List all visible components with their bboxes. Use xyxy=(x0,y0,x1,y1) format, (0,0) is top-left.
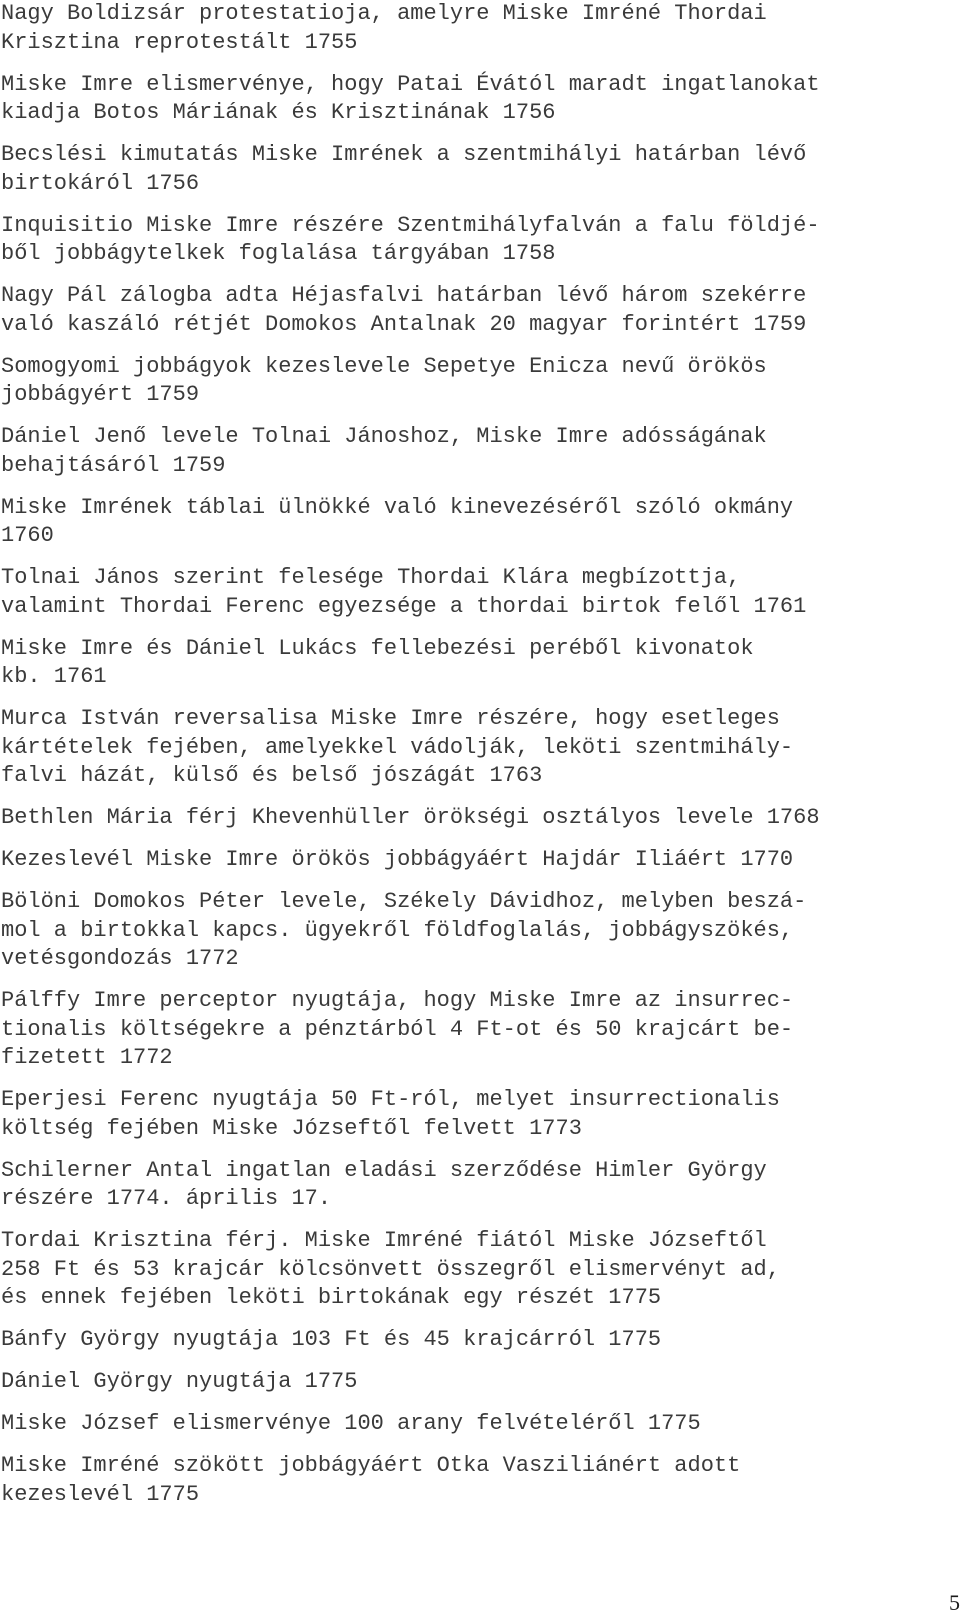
entry-line: Somogyomi jobbágyok kezeslevele Sepetye Enicza nevű örökös xyxy=(1,353,767,379)
entry-line: tionalis költségekre a pénztárból 4 Ft-ot és 50 krajcárt be- xyxy=(1,1016,794,1042)
entry-line: vetésgondozás 1772 xyxy=(1,946,239,971)
entry-line: kezeslevél 1775 xyxy=(1,1481,200,1507)
list-item xyxy=(1,635,951,692)
entry-line: Miske Imre elismervénye, hogy Patai Évától maradt ingatlanokat xyxy=(1,71,820,97)
entry-line: Dániel György nyugtája 1775 xyxy=(1,1369,358,1394)
entry-line: ből jobbágytelkek foglalása tárgyában 1758 xyxy=(1,241,556,266)
entry-line: Bethlen Mária férj Khevenhüller örökségi osztályos levele 1768 xyxy=(1,805,820,830)
list-item xyxy=(1,212,951,269)
list-item xyxy=(1,564,951,621)
entry-line: részére 1774. április 17. xyxy=(1,1186,332,1211)
list-item xyxy=(1,0,951,57)
entry-line: Eperjesi Ferenc nyugtája 50 Ft-ról, melyet insurrectionalis xyxy=(1,1087,780,1112)
entry-line: 258 Ft és 53 krajcár kölcsönvett összegről elismervényt ad, xyxy=(1,1256,780,1282)
list-item xyxy=(1,846,951,875)
entry-line: és ennek fejében leköti birtokának egy részét 1775 xyxy=(1,1285,662,1310)
list-item xyxy=(1,1157,951,1214)
entry-line: Becslési kimutatás Miske Imrének a szentmihályi határban lévő xyxy=(1,142,807,167)
entry-line: 1760 xyxy=(1,523,54,548)
list-item xyxy=(1,1227,951,1313)
entry-line: Bánfy György nyugtája 103 Ft és 45 krajcárról 1775 xyxy=(1,1327,662,1352)
entry-list xyxy=(1,0,951,1523)
entry-line: kb. 1761 xyxy=(1,664,107,689)
list-item xyxy=(1,282,951,339)
list-item xyxy=(1,705,951,791)
list-item xyxy=(1,804,951,833)
entry-line: fizetett 1772 xyxy=(1,1045,173,1070)
entry-line: Bölöni Domokos Péter levele, Székely Dávidhoz, melyben beszá- xyxy=(1,889,807,914)
list-item xyxy=(1,141,951,198)
entry-line: kiadja Botos Máriának és Krisztinának 1756 xyxy=(1,100,556,125)
entry-line: Tordai Krisztina férj. Miske Imréné fiától Miske Józseftől xyxy=(1,1228,767,1253)
entry-line: behajtásáról 1759 xyxy=(1,452,226,478)
entry-line: Krisztina reprotestált 1755 xyxy=(1,29,358,55)
entry-line: Miske Imre és Dániel Lukács fellebezési peréből kivonatok xyxy=(1,635,754,661)
entry-line: Miske Imrének táblai ülnökké való kinevezéséről szóló okmány xyxy=(1,494,794,520)
entry-line: való kaszáló rétjét Domokos Antalnak 20 magyar forintért 1759 xyxy=(1,311,807,337)
list-item xyxy=(1,71,951,128)
entry-line: birtokáról 1756 xyxy=(1,170,200,196)
entry-line: falvi házát, külső és belső jószágát 1763 xyxy=(1,763,543,788)
entry-line: Tolnai János szerint felesége Thordai Klára megbízottja, xyxy=(1,565,741,590)
entry-line: költség fejében Miske Józseftől felvett 1773 xyxy=(1,1115,582,1141)
list-item xyxy=(1,1410,951,1439)
list-item xyxy=(1,987,951,1073)
list-item xyxy=(1,1326,951,1355)
entry-line: Schilerner Antal ingatlan eladási szerződése Himler György xyxy=(1,1157,767,1183)
entry-line: valamint Thordai Ferenc egyezsége a thordai birtok felől 1761 xyxy=(1,593,807,619)
entry-line: Miske József elismervénye 100 arany felvételéről 1775 xyxy=(1,1411,701,1436)
entry-line: Nagy Pál zálogba adta Héjasfalvi határban lévő három szekérre xyxy=(1,283,807,308)
entry-line: mol a birtokkal kapcs. ügyekről földfoglalás, jobbágyszökés, xyxy=(1,917,794,943)
entry-line: Dániel Jenő levele Tolnai Jánoshoz, Miske Imre adósságának xyxy=(1,424,767,449)
page-number: 5 xyxy=(949,1590,960,1615)
entry-line: Pálffy Imre perceptor nyugtája, hogy Miske Imre az insurrec- xyxy=(1,988,794,1013)
entry-line: Inquisitio Miske Imre részére Szentmihályfalván a falu földjé- xyxy=(1,212,820,238)
list-item xyxy=(1,1086,951,1143)
entry-line: Kezeslevél Miske Imre örökös jobbágyáért Hajdár Iliáért 1770 xyxy=(1,847,794,872)
list-item xyxy=(1,423,951,480)
list-item xyxy=(1,353,951,410)
entry-line: Murca István reversalisa Miske Imre részére, hogy esetleges xyxy=(1,706,780,731)
list-item xyxy=(1,494,951,551)
entry-line: Nagy Boldizsár protestatioja, amelyre Miske Imréné Thordai xyxy=(1,1,767,26)
list-item xyxy=(1,1452,951,1509)
entry-line: Miske Imréné szökött jobbágyáért Otka Vasziliánért adott xyxy=(1,1453,741,1478)
list-item xyxy=(1,888,951,974)
entry-line: kártételek fejében, amelyekkel vádolják, leköti szentmihály- xyxy=(1,734,794,760)
entry-line: jobbágyért 1759 xyxy=(1,382,200,407)
list-item xyxy=(1,1368,951,1397)
